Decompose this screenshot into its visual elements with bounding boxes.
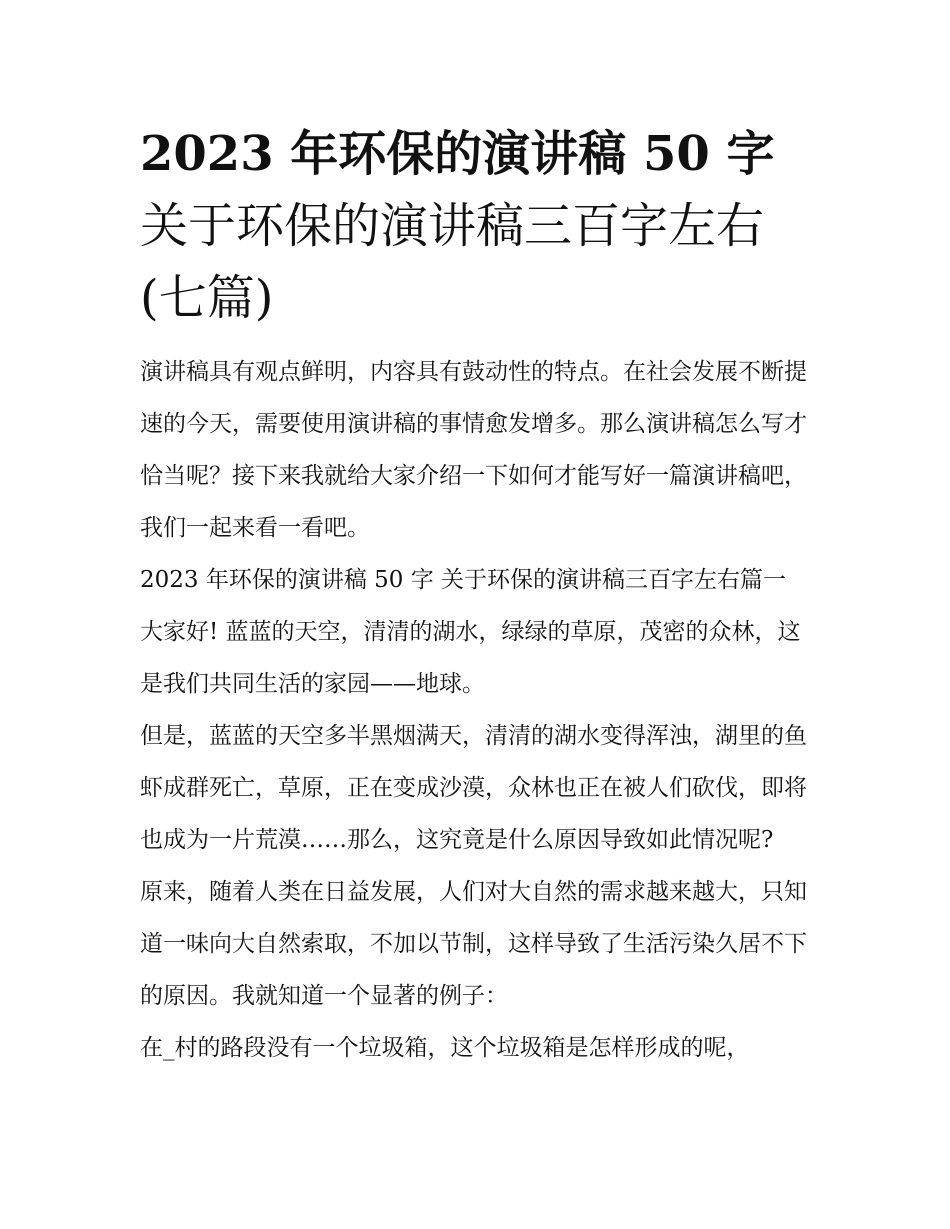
title-rest-part: 关于环保的演讲稿三百字左右(七篇) bbox=[140, 198, 765, 326]
body-paragraph: 但是，蓝蓝的天空多半黑烟满天，清清的湖水变得浑浊，湖里的鱼虾成群死亡，草原，正在变成沙漠，众林也正在被人们砍伐，即将也成为一片荒漠……那么，这究竟是什么原因导致如此情况呢? bbox=[140, 723, 807, 853]
section-heading: 2023 年环保的演讲稿 50 字 关于环保的演讲稿三百字左右篇一 bbox=[140, 567, 787, 593]
title-bold-part: 2023 年环保的演讲稿 50 字 bbox=[140, 126, 775, 182]
body-paragraph: 大家好! 蓝蓝的天空，清清的湖水，绿绿的草原，茂密的众林，这是我们共同生活的家园——地球。 bbox=[140, 619, 801, 697]
intro-paragraph: 演讲稿具有观点鲜明，内容具有鼓动性的特点。在社会发展不断提速的今天，需要使用演讲稿的事情愈发增多。那么演讲稿怎么写才恰当呢？接下来我就给大家介绍一下如何才能写好一篇演讲稿吧，我们一起来看一看吧。 bbox=[140, 359, 807, 541]
document-title bbox=[140, 118, 812, 334]
body-paragraph: 原来，随着人类在日益发展，人们对大自然的需求越来越大，只知道一味向大自然索取，不加以节制，这样导致了生活污染久居不下的原因。我就知道一个显著的例子： bbox=[140, 879, 807, 1009]
body-paragraph: 在_村的路段没有一个垃圾箱，这个垃圾箱是怎样形成的呢， bbox=[140, 1035, 750, 1061]
document-body bbox=[140, 118, 812, 1074]
